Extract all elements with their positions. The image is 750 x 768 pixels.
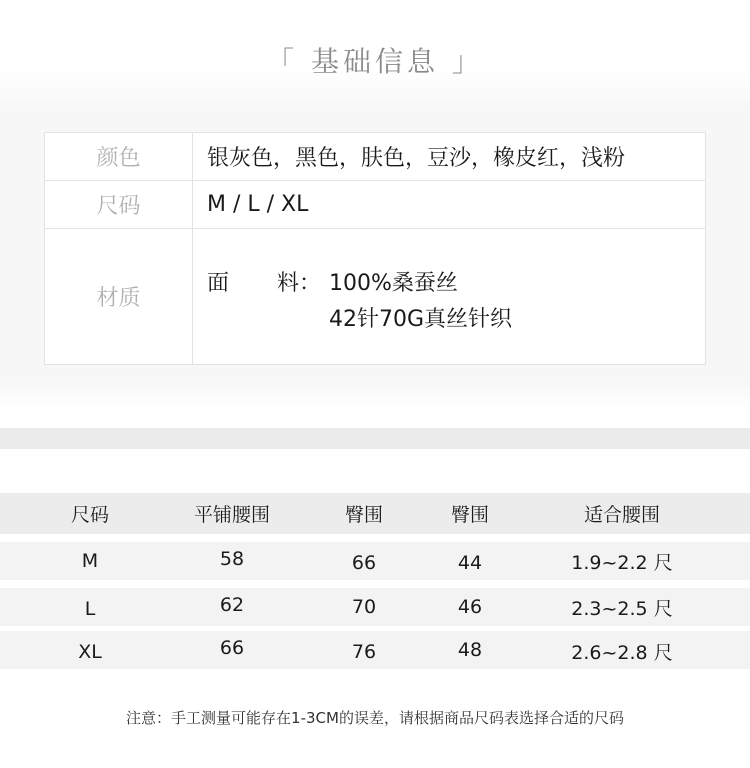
material-label: 材质 bbox=[45, 229, 193, 364]
cell-size: M bbox=[81, 550, 99, 572]
cell-size: L bbox=[84, 598, 96, 620]
cell-hip-2: 44 bbox=[457, 552, 483, 574]
cell-flat-waist: 66 bbox=[219, 637, 245, 659]
cell-hip: 76 bbox=[351, 641, 377, 663]
table-row bbox=[0, 631, 750, 669]
info-row-color bbox=[45, 133, 705, 181]
cell-hip-2: 46 bbox=[457, 596, 483, 618]
info-row-size bbox=[45, 181, 705, 229]
cell-hip: 70 bbox=[351, 596, 377, 618]
cell-flat-waist: 58 bbox=[219, 548, 245, 570]
header-flat-waist: 平铺腰围 bbox=[193, 504, 270, 526]
size-label: 尺码 bbox=[45, 181, 193, 228]
cell-size: XL bbox=[78, 641, 102, 663]
color-label: 颜色 bbox=[45, 133, 193, 180]
size-table-header bbox=[0, 493, 750, 534]
header-hip: 臀围 bbox=[344, 504, 383, 526]
table-row bbox=[0, 588, 750, 626]
table-row bbox=[0, 542, 750, 580]
color-value: 银灰色，黑色，肤色，豆沙，橡皮红，浅粉 bbox=[207, 146, 626, 171]
cell-fit-waist: 2.6~2.8 尺 bbox=[571, 641, 673, 664]
material-name: 面 bbox=[207, 271, 230, 296]
header-fit-waist: 适合腰围 bbox=[583, 504, 660, 526]
header-hip-2: 臀围 bbox=[450, 504, 489, 526]
cell-flat-waist: 62 bbox=[219, 594, 245, 616]
cell-fit-waist: 2.3~2.5 尺 bbox=[571, 597, 673, 620]
size-value: M / L / XL bbox=[207, 192, 309, 217]
material-name-suffix: 料： bbox=[277, 271, 322, 296]
info-row-material bbox=[45, 229, 705, 364]
cell-hip-2: 48 bbox=[457, 639, 483, 661]
section-title: 「 基础信息 」 bbox=[266, 45, 484, 78]
info-table bbox=[44, 132, 706, 365]
measurement-note: 注意：手工测量可能存在1-3CM的误差，请根据商品尺码表选择合适的尺码 bbox=[126, 709, 624, 727]
divider-bar bbox=[0, 428, 750, 449]
cell-fit-waist: 1.9~2.2 尺 bbox=[571, 551, 673, 574]
header-size: 尺码 bbox=[70, 504, 109, 526]
material-composition: 100%桑蚕丝 bbox=[329, 271, 458, 296]
cell-hip: 66 bbox=[351, 552, 377, 574]
material-knit: 42针70G真丝针织 bbox=[329, 307, 513, 332]
